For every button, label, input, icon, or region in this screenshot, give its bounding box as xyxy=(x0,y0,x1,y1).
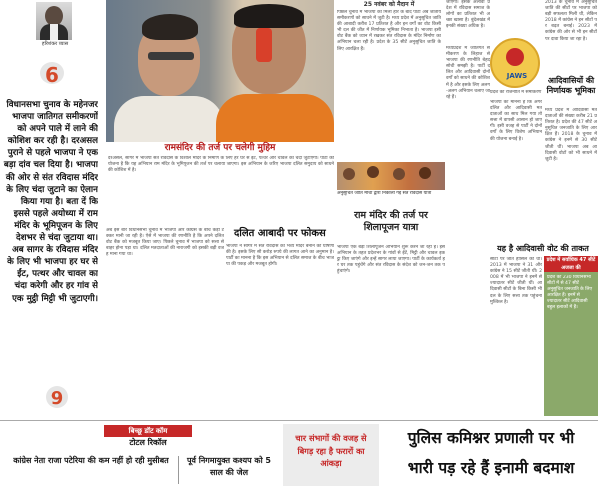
seats-box-head: प्रदेश में सर्वाधिक 47 सीटें अजजा की xyxy=(544,256,598,272)
seats-box-text: प्रदेश की 230 विधानसभा सीटों में से 47 सीटें अनुसूचित जनजाति के लिए आरक्षित हैं। इनमें से ज्यादातर सीटें आदिवासी बहुल इलाकों में हैं। xyxy=(547,275,593,311)
teaser-box xyxy=(283,424,379,486)
right-col-body-2: प्रदेश की राजनीति में समीकरण xyxy=(490,90,542,95)
dalit-col-1: अब इस बार विधानसभा चुनाव में भाजपा और कांग्रेस के बीच कड़ी टक्कर मानी जा रही है। ऐसे में भाजपा की रणनीति है कि अपने दलित वोट बैंक को मजबूत किया जाए। पिछले चुनाव में भाजपा को सत्ता से बाहर होना पड़ा था। दलित मतदाताओं की नाराजगी को इसकी बड़ी वजह माना गया था। xyxy=(106,228,224,258)
right-col-body-3: भाजपा का मानना है कि अगर दलित और आदिवासी मतदाताओं का साथ मिल गया तो सत्ता में वापसी आसान हो जाएगी। इसी वजह से पार्टी ने दोनों वर्गों के लिए विशेष अभियान की योजना बनाई है। xyxy=(490,100,542,142)
photo-caption: रामसंदिर की तर्ज पर चलेगी मुहिम xyxy=(106,142,334,155)
quote-mark-icon: 6 xyxy=(40,62,64,84)
main-headline-2: भारी पड़ रहे हैं इनामी बदमाश xyxy=(407,459,575,477)
author-caption: हरिशंकर व्यास xyxy=(41,41,69,47)
vote-header: यह है आदिवासी वोट की ताकत xyxy=(488,243,598,255)
author-photo xyxy=(36,2,72,40)
rally-photo-caption: अनुसूचित जाति मोर्चा द्वारा निकाली गई संत रविदास यात्रा xyxy=(337,191,432,196)
pull-quote: विधानसभा चुनाव के महेनजर भाजपा जातिगत समीकरणों को अपने पाले में लाने की कोशिश कर रही है। दरअसल पुराने से पहले भाजपा ने एक बड़ा दांव चल दिया है। भाजपा की ओर से संत रविदास मंदिर के लिए चंदा जुटाने का ऐलान किया गया है। बता दें कि इससे पहले अयोध्या में राम मंदिर के भूमिपूजन के लिए देशभर से चंदा जुटाया था। अब सागर के रविदास मंदिर के लिए भी भाजपा हर घर से ईंट, पत्थर और चावल का चंदा करेगी और हर गांव से एक मुट्ठी मिट्टी भी जुटाएगी। xyxy=(3,100,98,304)
section-head-shilapujan: राम मंदिर की तर्ज पर शिलापूजन यात्रा xyxy=(354,210,428,233)
quote-end-icon: 9 xyxy=(46,386,68,408)
shilapujan-text: भाजपा एक बड़ा शिलापूजन अभियान शुरू करने जा रही है। इस अभियान के तहत प्रदेशभर के गांवों से ईंटें, मिट्टी और चावल इकट्ठा किए जाएंगे और इन्हें सागर लाया जाएगा। पार्टी के कार्यकर्ता हर घर तक पहुंचेंगे और संत रविदास के संदेश को जन-जन तक पहुंचाएंगे। xyxy=(337,245,445,275)
far-right-text: 2013 के चुनाव में अनुसूचित जाति की सीटों पर भाजपा को बड़ी सफलता मिली थी, लेकिन 2018 में कांग्रेस ने इन सीटों पर बढ़त बनाई। 2023 में कांग्रेस की ओर से भी इन सीटों पर दावा किया जा रहा है। xyxy=(545,0,597,42)
bichhu-brand: बिच्छू डॉट कॉम xyxy=(104,425,192,437)
seats-box xyxy=(544,256,598,416)
teaser-text: चार संभागों की वजह से बिगड़ रहा है फरारों का आंकड़ा xyxy=(295,433,367,468)
mid-upper-text: पिछले चुनाव में भाजपा को मिली हार के बाद पार्टी अब जातीय समीकरणों को साधने में जुटी है। मध्य प्रदेश में अनुसूचित जाति की आबादी करीब 17 प्रतिशत है और इन वर्गों का वोट किसी भी दल की जीत में निर्णायक भूमिका निभाता है। भाजपा इसी वोट बैंक को ध्यान में रखकर संत रविदास के मंदिर निर्माण का अभियान चला रही है। प्रदेश के 35 सीटें अनुसूचित जाति के लिए आरक्षित हैं। xyxy=(337,10,441,52)
dalit-col-3 xyxy=(226,340,334,416)
dalit-col-2: भाजपा ने सागर में संत रविदास का भव्य मंदिर बनाने की घोषणा की है। इसके लिए सौ करोड़ रुपये की लागत आने का अनुमान है। पार्टी का मानना है कि इस अभियान से दलित समाज के बीच भाजपा की पकड़ और मजबूत होगी। xyxy=(226,244,334,268)
bottom-divider xyxy=(0,420,598,421)
section-head-adivasi: आदिवासियों की निर्णायक भूमिका xyxy=(546,76,596,95)
jaws-logo xyxy=(490,38,540,88)
news-photo xyxy=(106,0,334,142)
story-divider xyxy=(178,456,179,484)
logo-text: JAWS xyxy=(506,72,528,80)
adivasi-text: मध्य प्रदेश में आदिवासी मतदाताओं की संख्या करीब 21 प्रतिशत है। प्रदेश की 47 सीटें अनुसूचित जनजाति के लिए आरक्षित हैं। 2018 के चुनाव में कांग्रेस ने इनमें से 30 सीटें जीती थीं। भाजपा अब आदिवासी वोटों को भी साधने में जुटी है। xyxy=(545,108,597,162)
column-header: 25 नवंबर को मैदान में xyxy=(363,1,415,8)
right-col-body: मध्यप्रदेश में जातिगत समीकरण के लिहाज से भाजपा की रणनीति बेहद सोची समझी है। पार्टी दलित और आदिवासी दोनों वर्गों को साधने की कोशिश में है और इसके लिए अलग-अलग अभियान चलाए जा रहे हैं। xyxy=(446,46,490,100)
vote-text: सीटों पर जीत हासिल की थी। 2013 में भाजपा ने 31 और कांग्रेस ने 15 सीटें जीती थीं। 2008 में भी भाजपा ने इनमें से ज्यादातर सीटें जीती थीं। आदिवासी सीटों के बिना किसी भी दल के लिए सत्ता तक पहुंचना मुश्किल है। xyxy=(490,257,542,305)
main-headline-1: पुलिस कमिश्नर प्रणाली पर भी xyxy=(407,429,575,447)
photo-caption-body: दरअसल, सागर में भाजपा संत रविदास के विशाल मंदिर के निर्माण के लिए हर घर से ईंट, पत्थर और चावल का चंदा जुटाएगी। पार्टी की योजना है कि यह अभियान राम मंदिर के भूमिपूजन की तर्ज पर चलाया जाएगा। इस अभियान के जरिए भाजपा दलित समुदाय को साधने की कोशिश में है। xyxy=(108,156,334,174)
rally-photo xyxy=(337,162,445,190)
right-col-intro: जाएगा। इसके अलावा प्रदेश में रविदास समाज के लोगों का प्रतिशत भी अच्छा खासा है। बुंदेलखंड में इनकी संख्या अधिक है। xyxy=(446,0,490,30)
bichhu-sub: टोटल रिकॉल xyxy=(129,438,167,447)
story-2: पूर्व निगमायुक्त कश्यप को 5 साल की जेल xyxy=(186,456,271,477)
section-head-dalit: दलित आबादी पर फोकस xyxy=(234,228,326,239)
story-1: कांग्रेस नेता राजा पटेरिया की कम नहीं हो रही मुसीबत xyxy=(13,456,169,465)
